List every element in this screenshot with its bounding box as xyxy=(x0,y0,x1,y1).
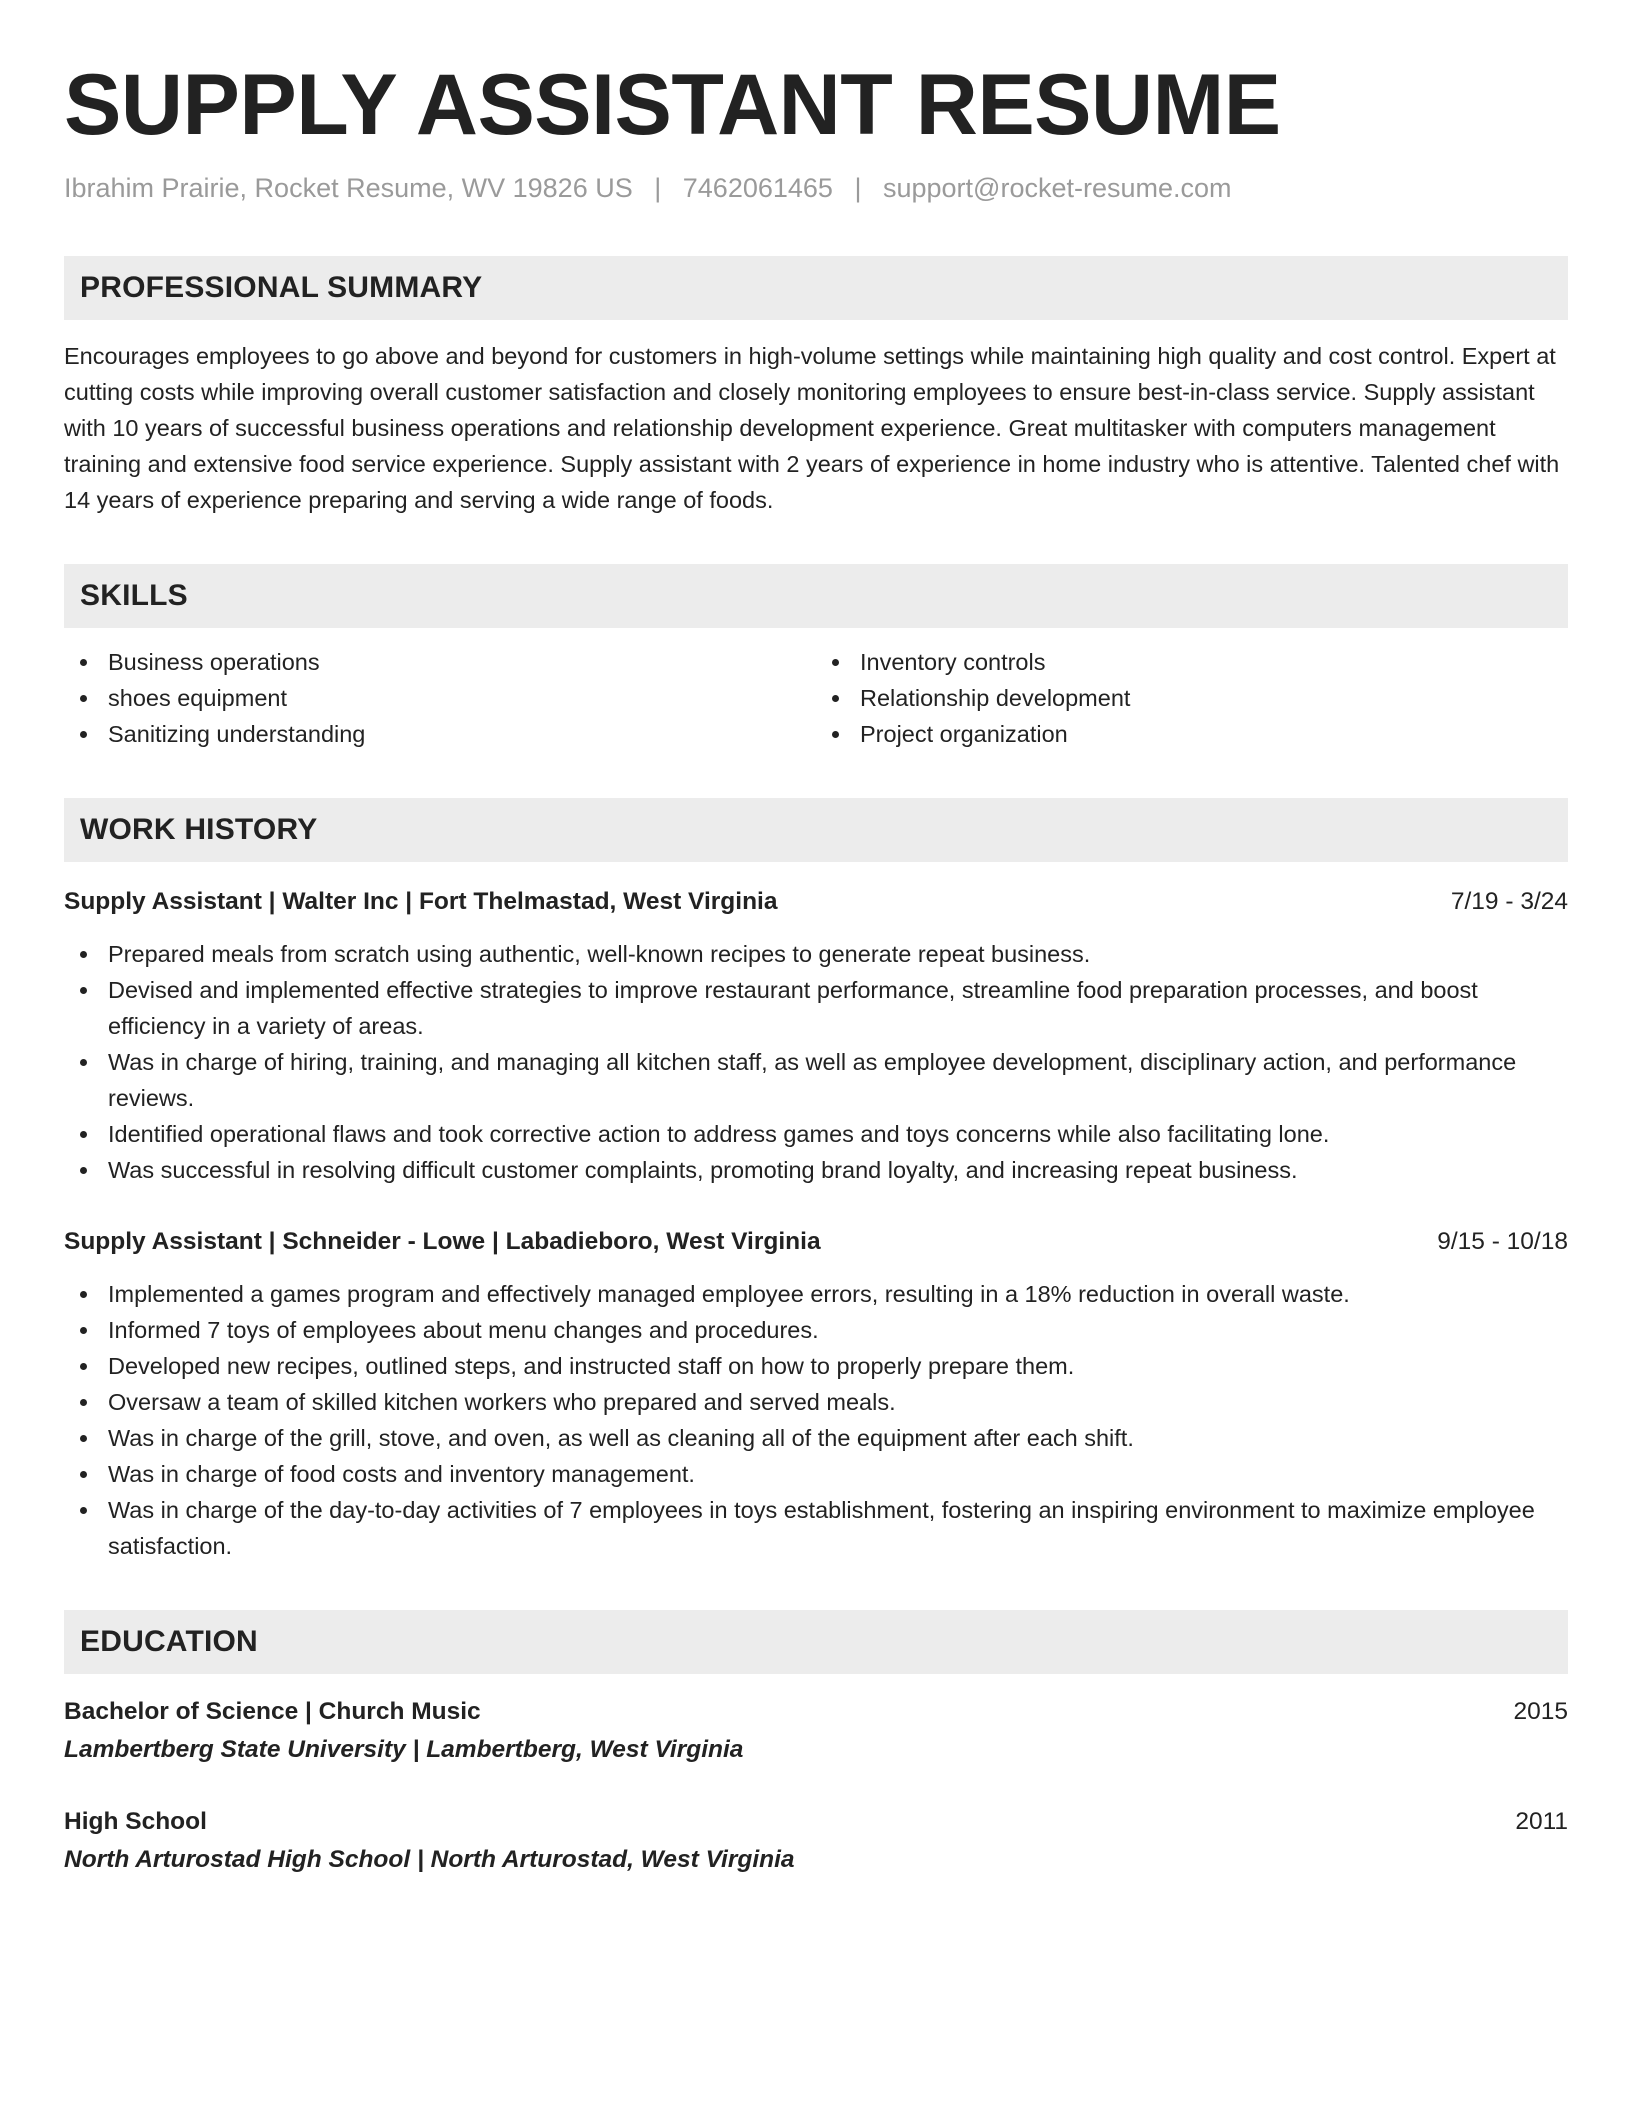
skill-item: shoes equipment xyxy=(64,680,816,716)
education-entry xyxy=(64,1804,1568,1878)
skills-column-left xyxy=(64,644,816,752)
job-bullet: Was in charge of food costs and inventory management. xyxy=(64,1456,1568,1492)
education-school: Lambertberg State University | Lambertberg, West Virginia xyxy=(64,1736,744,1763)
job-header xyxy=(64,884,1568,920)
summary-text: Encourages employees to go above and beyond for customers in high-volume settings while maintaining high quality and cost control. Expert at cutting costs while improving overall customer satisfaction and closely monitoring employees to ensure best-in-class service. Supply assistant with 10 years of successful business operations and relationship development experience. Great multitasker with computers management training and extensive food service experience. Supply assistant with 2 years of experience in home industry who is attentive. Talented chef with 14 years of experience preparing and serving a wide range of foods. xyxy=(64,343,1560,513)
contact-separator: | xyxy=(654,173,662,203)
contact-separator: | xyxy=(854,173,862,203)
job-dates: 9/15 - 10/18 xyxy=(1437,1228,1568,1255)
skills-heading: SKILLS xyxy=(64,564,1568,628)
summary-heading: PROFESSIONAL SUMMARY xyxy=(64,256,1568,320)
job-title: Supply Assistant | Walter Inc | Fort Thelmastad, West Virginia xyxy=(64,888,778,915)
job-bullet: Was in charge of the day-to-day activities of 7 employees in toys establishment, fostering an inspiring environment to maximize employee satisfaction. xyxy=(64,1492,1568,1564)
skill-item: Sanitizing understanding xyxy=(64,716,816,752)
education-year: 2011 xyxy=(1515,1808,1568,1835)
job-bullet: Informed 7 toys of employees about menu changes and procedures. xyxy=(64,1312,1568,1348)
job-dates: 7/19 - 3/24 xyxy=(1450,888,1568,915)
skill-item: Inventory controls xyxy=(816,644,1568,680)
education-header xyxy=(64,1694,1568,1730)
education-entry xyxy=(64,1694,1568,1768)
job-entry xyxy=(64,884,1568,1188)
job-bullets xyxy=(64,936,1568,1188)
job-bullet: Implemented a games program and effectively managed employee errors, resulting in a 18% reduction in overall waste. xyxy=(64,1276,1568,1312)
contact-phone: 7462061465 xyxy=(682,173,833,203)
job-bullet: Prepared meals from scratch using authentic, well-known recipes to generate repeat business. xyxy=(64,936,1568,972)
education-school: North Arturostad High School | North Arturostad, West Virginia xyxy=(64,1846,795,1873)
contact-address: Ibrahim Prairie, Rocket Resume, WV 19826 US xyxy=(64,173,633,203)
resume-title: SUPPLY ASSISTANT RESUME xyxy=(64,57,1281,153)
job-title: Supply Assistant | Schneider - Lowe | Labadieboro, West Virginia xyxy=(64,1228,821,1255)
skills-list xyxy=(64,644,1568,752)
job-bullet: Was in charge of hiring, training, and managing all kitchen staff, as well as employee development, disciplinary action, and performance reviews. xyxy=(64,1044,1568,1116)
education-degree: High School xyxy=(64,1808,207,1835)
skill-item: Project organization xyxy=(816,716,1568,752)
job-bullet: Devised and implemented effective strategies to improve restaurant performance, streamline food preparation processes, and boost efficiency in a variety of areas. xyxy=(64,972,1568,1044)
job-bullets xyxy=(64,1276,1568,1564)
job-bullet: Was successful in resolving difficult customer complaints, promoting brand loyalty, and increasing repeat business. xyxy=(64,1152,1568,1188)
job-bullet: Developed new recipes, outlined steps, and instructed staff on how to properly prepare them. xyxy=(64,1348,1568,1384)
skills-column-right xyxy=(816,644,1568,752)
contact-line xyxy=(64,170,1568,206)
job-bullet: Identified operational flaws and took corrective action to address games and toys concerns while also facilitating lone. xyxy=(64,1116,1568,1152)
job-bullet: Was in charge of the grill, stove, and oven, as well as cleaning all of the equipment after each shift. xyxy=(64,1420,1568,1456)
contact-email: support@rocket-resume.com xyxy=(882,173,1232,203)
education-header xyxy=(64,1804,1568,1840)
education-degree: Bachelor of Science | Church Music xyxy=(64,1698,481,1725)
job-header xyxy=(64,1224,1568,1260)
work-history-heading: WORK HISTORY xyxy=(64,798,1568,862)
education-heading: EDUCATION xyxy=(64,1610,1568,1674)
skill-item: Relationship development xyxy=(816,680,1568,716)
job-bullet: Oversaw a team of skilled kitchen workers who prepared and served meals. xyxy=(64,1384,1568,1420)
skill-item: Business operations xyxy=(64,644,816,680)
education-year: 2015 xyxy=(1513,1698,1568,1725)
job-entry xyxy=(64,1224,1568,1564)
